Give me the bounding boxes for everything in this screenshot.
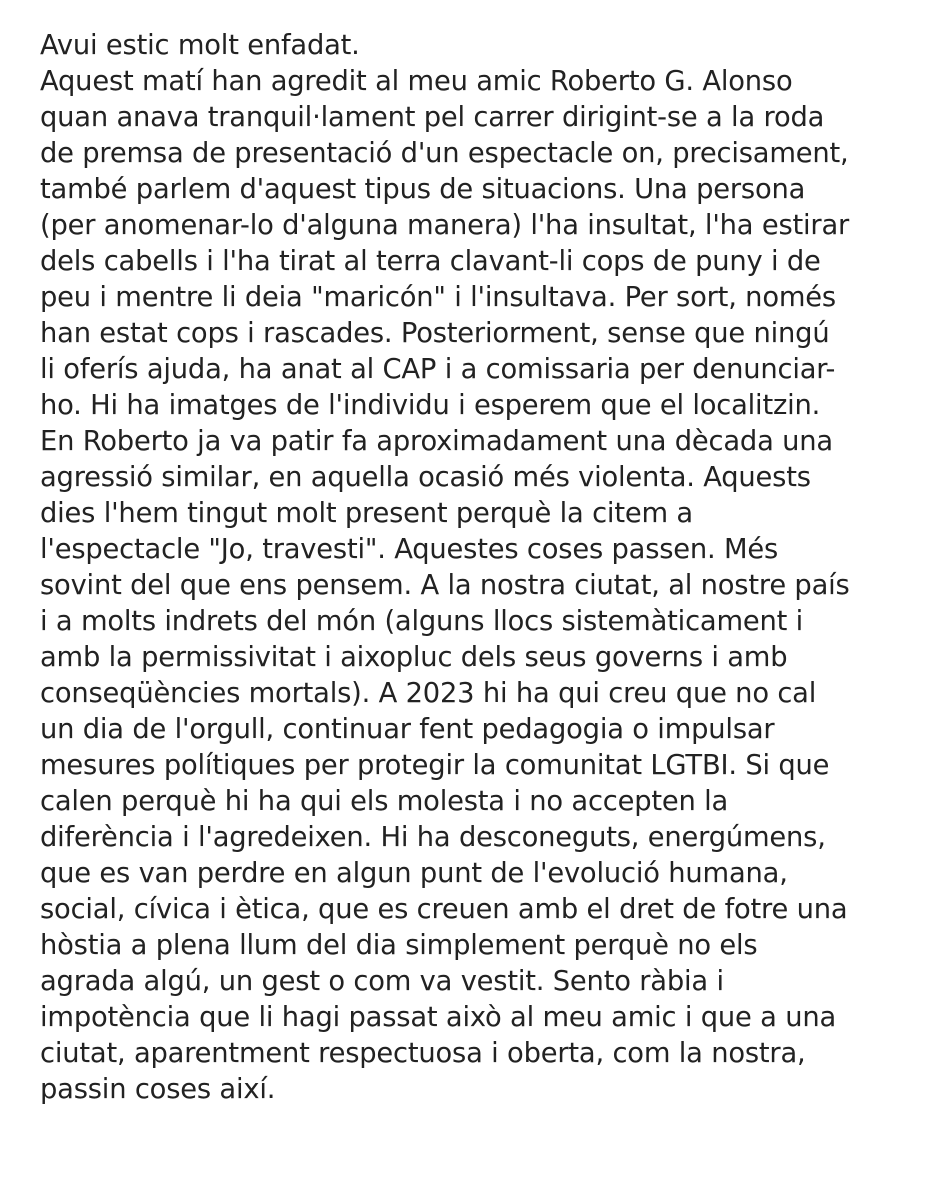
text-line: hòstia a plena llum del dia simplement perquè no els (40, 929, 758, 961)
text-line: calen perquè hi ha qui els molesta i no accepten la (40, 785, 729, 817)
text-line: En Roberto ja va patir fa aproximadament una dècada una (40, 425, 833, 457)
text-line: dels cabells i l'ha tirat al terra clavant-li cops de puny i de (40, 245, 821, 277)
text-line: sovint del que ens pensem. A la nostra ciutat, al nostre país (40, 569, 850, 601)
text-line: i a molts indrets del món (alguns llocs sistemàticament i (40, 605, 804, 637)
text-line: de premsa de presentació d'un espectacle on, precisament, (40, 137, 849, 169)
text-line: (per anomenar-lo d'alguna manera) l'ha insultat, l'ha estirar (40, 209, 850, 241)
text-line: passin coses així. (40, 1073, 276, 1105)
text-line: Aquest matí han agredit al meu amic Roberto G. Alonso (40, 65, 793, 97)
text-line: Avui estic molt enfadat. (40, 29, 360, 61)
text-line: quan anava tranquil·lament pel carrer dirigint-se a la roda (40, 101, 825, 133)
text-line: mesures polítiques per protegir la comunitat LGTBI. Si que (40, 749, 830, 781)
text-line: agrada algú, un gest o com va vestit. Sento ràbia i (40, 965, 724, 997)
text-line: dies l'hem tingut molt present perquè la citem a (40, 497, 693, 529)
text-line: agressió similar, en aquella ocasió més violenta. Aquests (40, 461, 811, 493)
text-line: social, cívica i ètica, que es creuen amb el dret de fotre una (40, 893, 848, 925)
text-line: peu i mentre li deia "maricón" i l'insultava. Per sort, només (40, 281, 836, 313)
text-line: diferència i l'agredeixen. Hi ha desconeguts, energúmens, (40, 821, 826, 853)
post-text (40, 27, 920, 1107)
text-line: ciutat, aparentment respectuosa i oberta, com la nostra, (40, 1037, 806, 1069)
text-line: impotència que li hagi passat això al meu amic i que a una (40, 1001, 837, 1033)
text-line: amb la permissivitat i aixopluc dels seus governs i amb (40, 641, 788, 673)
text-line: l'espectacle "Jo, travesti". Aquestes coses passen. Més (40, 533, 779, 565)
text-line: també parlem d'aquest tipus de situacions. Una persona (40, 173, 806, 205)
text-line: han estat cops i rascades. Posteriorment, sense que ningú (40, 317, 830, 349)
text-line: ho. Hi ha imatges de l'individu i esperem que el localitzin. (40, 389, 821, 421)
text-line: li oferís ajuda, ha anat al CAP i a comissaria per denunciar- (40, 353, 836, 385)
text-line: un dia de l'orgull, continuar fent pedagogia o impulsar (40, 713, 775, 745)
text-line: conseqüències mortals). A 2023 hi ha qui creu que no cal (40, 677, 817, 709)
text-line: que es van perdre en algun punt de l'evolució humana, (40, 857, 788, 889)
